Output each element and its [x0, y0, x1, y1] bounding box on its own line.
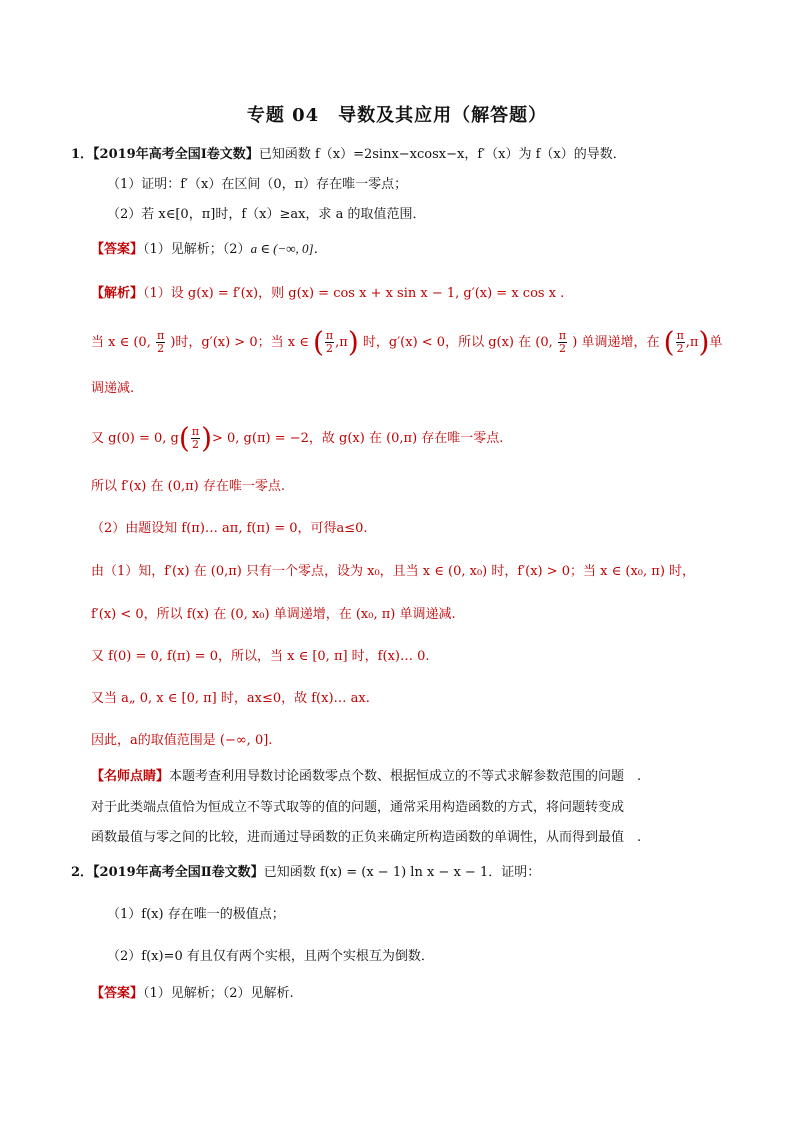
fraction-pi-over-2-c: [558, 330, 567, 355]
q2-answer-text: （1）见解析；（2）见解析.: [143, 986, 294, 1001]
fraction-pi-over-2-e: [191, 426, 200, 451]
q2-answer: [91, 985, 294, 1003]
q1-tip-line2: 对于此类端点值恰为恒成立不等式取等的值的问题，通常采用构造函数的方式，将问题转变成: [91, 800, 625, 815]
tip-text-1: 本题考查利用导数讨论函数零点个数、根据恒成立的不等式求解参数范围的问题 .: [169, 769, 642, 784]
analysis-label: 【解析】: [91, 286, 144, 301]
q1-answer: [91, 240, 327, 259]
frac-num: π: [676, 329, 684, 342]
l2-part-c: 时，g′(x) < 0，所以 g(x) 在 (0,: [362, 335, 553, 350]
q1-tip-line3: 函数最值与零之间的比较，进而通过导函数的正负来确定所构造函数的单调性，从而得到最值 .: [91, 830, 642, 845]
answer-label: 【答案】: [91, 242, 144, 257]
q1-analysis-line4: 又 g(0) = 0, g( $\frac{\pi}{2}$ )> 0, g(π) = −2，故 g(x) 在 (0,π) 存在唯一零点.: [91, 421, 504, 455]
frac-num: π: [558, 329, 567, 342]
frac-den: 2: [326, 342, 333, 355]
q1-stem-line: [71, 146, 626, 164]
q1-analysis-line7: 由（1）知，f′(x) 在 (0,π) 只有一个零点，设为 x₀，且当 x ∈ (0, x₀) 时，f′(x) > 0；当 x ∈ (x₀, π) 时，: [91, 564, 696, 579]
q2-part2: （2）f(x)=0 有且仅有两个实根，且两个实根互为倒数．: [107, 949, 434, 964]
l2-part-a: 当 x ∈ (0,: [91, 335, 151, 350]
q1-analysis-line3: 调递减.: [91, 381, 135, 396]
q1-analysis-line8: f′(x) < 0，所以 f(x) 在 (0, x₀) 单调递增，在 (x₀, π) 单调递减.: [91, 607, 456, 622]
q2-stem: 已知函数 f(x) = (x − 1) ln x − x − 1．证明：: [263, 865, 541, 880]
frac-den: 2: [676, 342, 684, 355]
frac-den: 2: [191, 438, 199, 451]
frac-num: π: [156, 329, 165, 342]
l4-part-a: 又 g(0) = 0, g: [91, 431, 179, 446]
q1-analysis-line9: 又 f(0) = 0, f(π) = 0，所以，当 x ∈ [0, π] 时，f(x)… 0.: [91, 649, 430, 664]
q1-number: 1．: [71, 147, 94, 162]
fraction-pi-over-2-d: [676, 330, 685, 355]
l2-part-d: ) 单调递增，在: [572, 335, 660, 350]
tip-label: 【名师点睛】: [91, 769, 170, 784]
answer-text: （1）见解析；（2）: [143, 242, 251, 257]
frac-den: 2: [559, 342, 566, 355]
q1-analysis-line5: 所以 f′(x) 在 (0,π) 存在唯一零点.: [91, 479, 285, 494]
q1-analysis-line10: 又当 a„ 0, x ∈ [0, π] 时，ax≤0，故 f(x)… ax.: [91, 691, 370, 706]
analysis-text: （1）设 g(x) = f′(x)，则 g(x) = cos x + x sin x − 1, g′(x) = x cos x .: [143, 286, 565, 301]
page-title: 专题 04 导数及其应用（解答题）: [246, 105, 548, 126]
l2-part-e: 单: [709, 335, 723, 350]
q1-analysis-line6: （2）由题设知 f(π)… aπ, f(π) = 0，可得a≤0.: [91, 521, 368, 536]
q2-stem-line: [71, 864, 540, 882]
q1-tip-line1: [91, 768, 641, 786]
q1-part2: （2）若 x∈[0，π]时，f（x）≥ax，求 a 的取值范围．: [107, 207, 426, 222]
fraction-pi-over-2-b: [325, 330, 334, 355]
q2-part1: （1）f(x) 存在唯一的极值点；: [107, 907, 285, 922]
q1-analysis-line11: 因此，a的取值范围是 (−∞, 0].: [91, 733, 273, 748]
fraction-pi-over-2: [156, 330, 165, 355]
frac-num: π: [191, 425, 200, 438]
l4-part-b: > 0, g(π) = −2，故 g(x) 在 (0,π) 存在唯一零点.: [212, 431, 504, 446]
frac-num: π: [325, 329, 334, 342]
q2-answer-label: 【答案】: [91, 986, 144, 1001]
frac-den: 2: [157, 342, 165, 355]
q1-part1: （1）证明：f′（x）在区间（0，π）存在唯一零点；: [107, 177, 408, 192]
q1-source: 【2019年高考全国Ⅰ卷文数】: [93, 147, 259, 162]
answer-math: a ∈ (−∞, 0]．: [250, 241, 327, 256]
q1-analysis-line1: [91, 285, 564, 303]
q2-source: 【2019年高考全国Ⅱ卷文数】: [93, 865, 264, 880]
q1-analysis-line2: 当 x ∈ (0, $\frac{\pi}{2}$ )时，g′(x) > 0；当 x ∈ ( $\frac{\pi}{2}$ ,π) 时，g′(x) < 0，所以 g(x) 在 (0, $\frac{\pi}{2}$ ) 单调递增，在 ( $\frac{\pi}{2}$ ,π)单: [91, 325, 723, 359]
q2-number: 2．: [71, 865, 94, 880]
l2-part-b: )时，g′(x) > 0；当 x ∈: [170, 335, 309, 350]
q1-stem: 已知函数 f（x）=2sinx−xcosx−x，f′（x）为 f（x）的导数．: [258, 147, 626, 162]
